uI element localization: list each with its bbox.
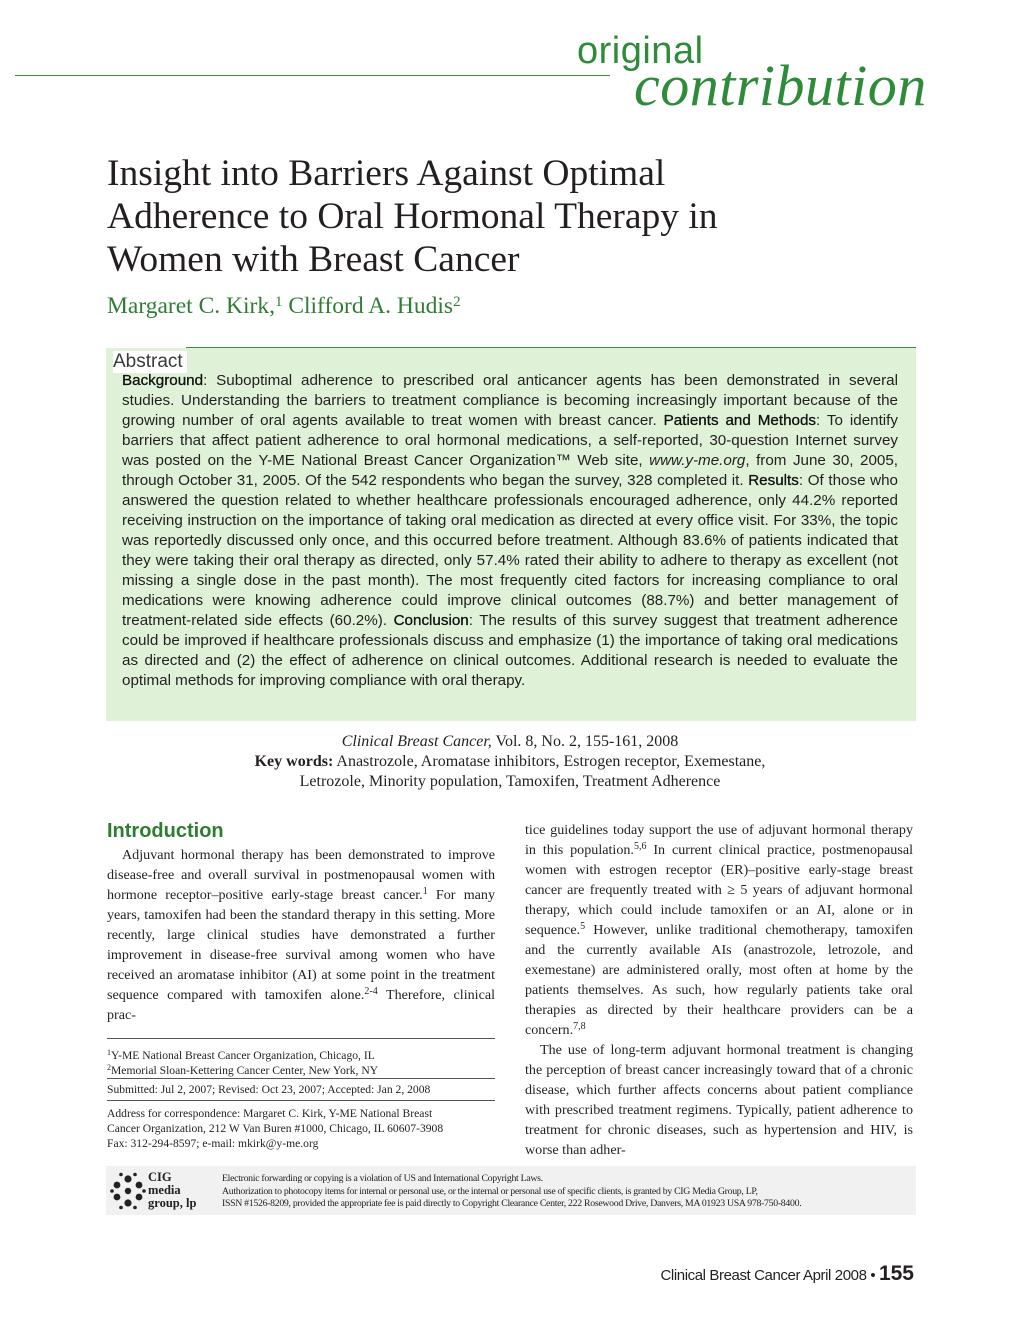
abstract-background: : Suboptimal adherence to prescribed oral anticancer agents has been demonstrated in several studies. Understanding the barriers to treatment compliance is becoming increasingly important because of the growing number of oral agents available to treat women with breast cancer. [122, 372, 898, 429]
abstract-background-heading: Background [122, 372, 204, 389]
abstract-methods-end: , from June 30, 2005, through October 31, 2005. Of the 542 respondents who began the survey, 328 completed it. [122, 452, 898, 489]
folio-date: April 2008 [800, 1267, 871, 1284]
body-text: Therefore, clinical prac- [107, 987, 495, 1023]
article-title: Insight into Barriers Against Optimal Adherence to Oral Hormonal Therapy in Women with Breast Cancer [107, 153, 718, 280]
author-affiliation-mark: 1 [274, 294, 283, 310]
footnote-rule [107, 1078, 495, 1079]
copyright-notice [222, 1173, 801, 1211]
folio-bullet: • [870, 1267, 876, 1284]
page-number: 155 [878, 1262, 914, 1285]
body-text: tice guidelines today support the use of adjuvant hormonal therapy in this population. [525, 822, 913, 858]
reference-mark: 5,6 [633, 841, 647, 852]
citation-journal: Clinical Breast Cancer, [341, 733, 492, 750]
correspondence-line-1: Address for correspondence: Margaret C. Kirk, Y-ME National Breast [107, 1107, 433, 1120]
keywords-line1: Anastrozole, Aromatase inhibitors, Estrogen receptor, Exemestane, [333, 753, 766, 770]
publisher-name-line: group, lp [148, 1196, 197, 1210]
abstract-methods: : To identify barriers that affect patient adherence to oral hormonal medications, a self-reported, 30-question Internet survey was posted on the Y-ME National Breast Cancer Organization™ Web site, [122, 412, 898, 469]
footnote-rule [107, 1038, 495, 1039]
section-label-contribution: contribution [634, 53, 927, 118]
keywords-label: Key words: [254, 753, 334, 770]
abstract-body [122, 371, 898, 691]
citation-details: Vol. 8, No. 2, 155-161, 2008 [491, 733, 679, 750]
citation-line [0, 732, 1020, 752]
author-affiliation-mark: 2 [453, 294, 461, 310]
abstract-rule [186, 347, 916, 348]
publisher-name [148, 1171, 196, 1210]
abstract-url-link[interactable]: www.y-me.org [649, 452, 746, 469]
copyright-line: Electronic forwarding or copying is a violation of US and International Copyright Laws. [222, 1173, 543, 1184]
affiliation-2 [107, 1060, 497, 1078]
copyright-line: ISSN #1526-8209, provided the appropriate fee is paid directly to Copyright Clearance Center, 222 Rosewood Drive, Danvers, MA 01923 USA 978-750-8400. [222, 1198, 802, 1209]
abstract-label: Abstract [113, 351, 187, 373]
copyright-line: Authorization to photocopy items for internal or personal use, or the internal or personal use of specific clients, is granted by CIG Media Group, LP, [222, 1185, 758, 1197]
affiliation-mark: 2 [107, 1063, 111, 1072]
cig-media-logo-icon [110, 1172, 146, 1210]
paragraph: The use of long-term adjuvant hormonal treatment is changing the perception of breast cancer increasingly toward that of a chronic disease, which further affects concerns about patient compliance with prescribed treatment regimens. Typically, patient adherence to treatment for chronic diseases, such as hypertension and HIV, is worse than adher- [525, 1042, 913, 1158]
body-text: For many years, tamoxifen had been the standard therapy in this setting. More recently, large clinical studies have demonstrated a further improvement in disease-free survival among women who have received an aromatase inhibitor (AI) at some point in the treatment sequence compared with tamoxifen alone. [107, 887, 496, 1003]
correspondence-line-3: Fax: 312-294-8597; e-mail: mkirk@y-me.org [107, 1137, 319, 1150]
paragraph [525, 820, 913, 1040]
footnote-rule [107, 1100, 495, 1101]
abstract-results-heading: Results [748, 472, 799, 489]
abstract-conclusion: : The results of this survey suggest that treatment adherence could be improved if healthcare professionals discuss and emphasize (1) the importance of taking oral medications as directed and (2) the effect of adherence on clinical outcomes. Additional research is needed to evaluate the optimal methods for improving compliance with oral therapy. [122, 612, 898, 689]
body-text: Adjuvant hormonal therapy has been demonstrated to improve disease-free and overall survival in postmenopausal women with hormone receptor–positive early-stage breast cancer. [107, 847, 495, 903]
body-text: However, unlike traditional chemotherapy, tamoxifen and the currently available AIs (anastrozole, letrozole, and exemestane) are administered orally, most often at home by the patients themselves. As such, how regularly patients take oral therapies as directed by their healthcare providers can be a concern. [525, 922, 913, 1038]
introduction-heading: Introduction [107, 820, 224, 842]
reference-mark: 7,8 [573, 1021, 586, 1032]
affiliation-mark: 1 [107, 1048, 111, 1057]
affiliation-text: Memorial Sloan-Kettering Cancer Center, New York, NY [111, 1064, 379, 1077]
page-folio [660, 1262, 914, 1286]
correspondence-line-2: Cancer Organization, 212 W Van Buren #1000, Chicago, IL 60607-3908 [107, 1122, 444, 1135]
introduction-column-1 [107, 845, 495, 1025]
reference-mark: 5 [580, 921, 586, 932]
author-list [107, 293, 461, 320]
publisher-name-line: media [148, 1183, 181, 1197]
publisher-name-line: CIG [148, 1170, 172, 1184]
abstract-methods-heading: Patients and Methods [663, 412, 817, 429]
keywords [190, 752, 830, 792]
abstract-results: : Of those who answered the question related to whether healthcare professionals encouraged adherence, only 44.2% reported receiving instruction on the importance of taking oral medication as directed at every office visit. For 33%, the topic was reportedly discussed only once, and this occurred before treatment. Although 83.6% of patients indicated that they were taking their oral therapy as directed, only 57.4% rated their ability to adhere to therapy as excellent (not missing a single dose in the past month). The most frequently cited factors for increasing compliance to oral medications were knowing adherence could improve clinical outcomes (88.7%) and better management of treatment-related side effects (60.2%). [122, 472, 898, 629]
body-text: In current clinical practice, postmenopausal women with estrogen receptor (ER)–positive early-stage breast cancer are frequently treated with ≥ 5 years of adjuvant hormonal therapy, which could include tamoxifen or an AI, alone or in sequence. [525, 842, 913, 938]
header-rule [15, 75, 610, 76]
introduction-column-2 [525, 820, 913, 1160]
author-name: Margaret C. Kirk, [107, 293, 275, 319]
affiliation-text: Y-ME National Breast Cancer Organization, Chicago, IL [111, 1049, 375, 1062]
submission-dates: Submitted: Jul 2, 2007; Revised: Oct 23, 2007; Accepted: Jan 2, 2008 [107, 1083, 431, 1096]
folio-journal: Clinical Breast Cancer [660, 1267, 801, 1284]
author-name: Clifford A. Hudis [288, 293, 454, 319]
keywords-line2: Letrozole, Minority population, Tamoxifen, Treatment Adherence [299, 773, 721, 790]
abstract-conclusion-heading: Conclusion [393, 612, 469, 629]
section-label-original: original [577, 30, 704, 72]
reference-mark: 1 [422, 886, 428, 897]
reference-mark: 2-4 [364, 986, 378, 997]
